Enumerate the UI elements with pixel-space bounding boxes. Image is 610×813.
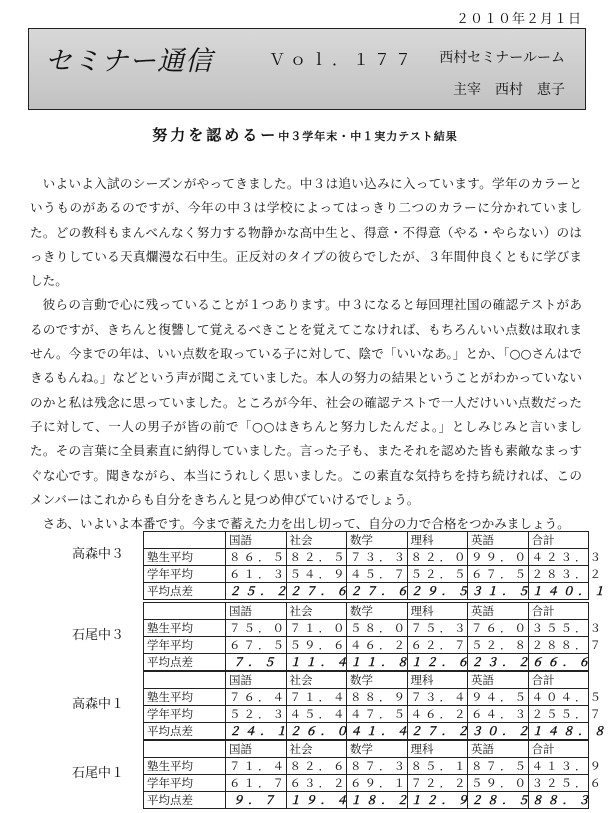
row-label: 学年平均 <box>144 566 226 583</box>
score-table <box>143 602 604 671</box>
header-cell: 理科 <box>407 672 468 689</box>
score-cell: ４５．４ <box>286 706 347 723</box>
score-cell: ５４．９ <box>286 566 347 583</box>
table-header-row <box>144 603 589 620</box>
score-cell: ６７．５ <box>468 566 529 583</box>
score-section <box>0 671 610 741</box>
volume-number: Ｖｏｌ．１７７ <box>269 50 417 69</box>
score-cell: ４１．４ <box>347 723 408 740</box>
school-name: 高森中１ <box>72 697 125 712</box>
header-cell-blank <box>144 603 226 620</box>
score-cell: ５９．０ <box>468 775 529 792</box>
score-cell: ２６．０ <box>286 723 347 740</box>
score-cell: ５９．６ <box>286 637 347 654</box>
headline-main: 努力を認めるー <box>152 126 279 144</box>
score-cell: ４１３．９ <box>528 758 589 775</box>
score-cell: ３５５．３ <box>528 620 589 637</box>
score-cell: ４５．７ <box>347 566 408 583</box>
paragraph: 彼らの言動で心に残っていることが１つあります。中３になると毎回理社国の確認テストがあるのですが、きちんと復讐して覚えるべきことを覚えてこなければ、もちろんいい点数は取れません。今までの年は、いい点数を取っている子に対して、陰で「いいなあ。」とか、「○○さんはできるもんね。」などという声が聞こえていました。本人の努力の結果ということがわかっていないのかと私は残念に思っていました。ところが今年、社会の確認テストで一人だけいい点数だった子に対して、一人の男子が皆の前で「○○はきちんと努力したんだよ。」としみじみと言いました。その言葉に全員素直に納得していました。言った子も、またそれを認めた皆も素敵なまっすぐな心です。聞きながら、本当にうれしく思いました。この素直な気持ちを持ち続ければ、このメンバーはこれからも自分をきちんと見つめ伸びていけるでしょう。 <box>30 297 582 507</box>
header-cell: 理科 <box>407 741 468 758</box>
score-cell: １１．８ <box>347 654 408 671</box>
table-row <box>144 583 589 600</box>
table-row <box>144 723 589 740</box>
score-cell: ７３．４ <box>407 689 468 706</box>
row-label: 平均点差 <box>144 583 226 600</box>
header-cell: 数学 <box>347 603 408 620</box>
header-cell: 社会 <box>286 532 347 549</box>
score-cell: ２７．６ <box>347 583 408 600</box>
score-cell: ２８８．７ <box>528 637 589 654</box>
row-label: 学年平均 <box>144 775 226 792</box>
score-cell: ３０．２ <box>468 723 529 740</box>
score-cell: ７１．４ <box>286 689 347 706</box>
row-label: 平均点差 <box>144 654 226 671</box>
header-cell: 英語 <box>468 672 529 689</box>
score-cell: ８７．３ <box>347 758 408 775</box>
score-cell: ７５．０ <box>226 620 287 637</box>
score-cell: ７６．４ <box>226 689 287 706</box>
header-cell: 合計 <box>528 741 589 758</box>
score-table <box>143 671 609 740</box>
score-cell: ９．７ <box>226 792 287 809</box>
score-cell: １２．６ <box>407 654 468 671</box>
score-cell: ６４．３ <box>468 706 529 723</box>
score-cell: ８２．５ <box>286 549 347 566</box>
table-row <box>144 620 589 637</box>
school-name: 石尾中３ <box>72 628 125 643</box>
article-headline <box>0 124 610 145</box>
score-cell: １２．９ <box>407 792 468 809</box>
header-cell: 理科 <box>407 603 468 620</box>
author-name: 主宰 西村 恵子 <box>453 82 565 98</box>
score-section <box>0 740 610 810</box>
row-label: 平均点差 <box>144 723 226 740</box>
score-cell: ２５５．７ <box>528 706 589 723</box>
table-row <box>144 706 589 723</box>
score-cell: ２７．２ <box>407 723 468 740</box>
article-body <box>30 172 582 536</box>
paragraph: いよいよ入試のシーズンがやってきました。中３は追い込みに入っています。学年のカラーというものがあるのですが、今年の中３は学校によってはっきり二つのカラーに分かれていました。どの教科もまんべんなく努力する物静かな高中生と、得意・不得意（やる・やらない）のはっきりしている天真爛漫な石中生。正反対のタイプの彼らでしたが、３年間仲良くともに学びました。 <box>30 176 582 289</box>
score-cell: ５８．０ <box>347 620 408 637</box>
header-cell: 合計 <box>528 532 589 549</box>
score-cell: ８２．０ <box>407 549 468 566</box>
score-cell: ４０４．５ <box>528 689 589 706</box>
score-cell: ６９．１ <box>347 775 408 792</box>
score-cell: ６１．３ <box>226 566 287 583</box>
score-cell: １１．４ <box>286 654 347 671</box>
row-label: 塾生平均 <box>144 549 226 566</box>
row-label: 塾生平均 <box>144 758 226 775</box>
header-cell: 国語 <box>226 741 287 758</box>
score-table <box>143 531 609 600</box>
score-section <box>0 602 610 672</box>
score-cell: ５２．３ <box>226 706 287 723</box>
row-label: 学年平均 <box>144 706 226 723</box>
score-cell: ７３．３ <box>347 549 408 566</box>
row-label: 学年平均 <box>144 637 226 654</box>
header-cell: 国語 <box>226 672 287 689</box>
score-cell: ２５．２ <box>226 583 287 600</box>
organization-name: 西村セミナールーム <box>439 50 565 66</box>
score-cell: ８５．１ <box>407 758 468 775</box>
score-cell: １８．２ <box>347 792 408 809</box>
score-cell: ５２．８ <box>468 637 529 654</box>
row-label: 平均点差 <box>144 792 226 809</box>
score-cell: ８７．５ <box>468 758 529 775</box>
table-row <box>144 566 589 583</box>
table-row <box>144 689 589 706</box>
score-section <box>0 531 610 601</box>
header-cell: 英語 <box>468 532 529 549</box>
score-cell: ２８３．２ <box>528 566 589 583</box>
header-cell-blank <box>144 672 226 689</box>
header-cell: 英語 <box>468 741 529 758</box>
score-cell: ５２．５ <box>407 566 468 583</box>
score-cell: ６３．２ <box>286 775 347 792</box>
score-cell: ８８．９ <box>347 689 408 706</box>
header-cell-blank <box>144 741 226 758</box>
score-table <box>143 740 604 809</box>
score-cell: １４０．１ <box>528 583 589 600</box>
score-cell: ２９．５ <box>407 583 468 600</box>
newsletter-title: セミナー通信 <box>45 46 213 77</box>
score-cell: ７６．０ <box>468 620 529 637</box>
table-header-row <box>144 672 589 689</box>
header-cell: 国語 <box>226 532 287 549</box>
score-cell: １９．４ <box>286 792 347 809</box>
table-header-row <box>144 741 589 758</box>
score-cell: ７５．３ <box>407 620 468 637</box>
issue-date: ２０１０年２月１日 <box>455 12 582 27</box>
score-cell: ４６．２ <box>407 706 468 723</box>
score-cell: ７．５ <box>226 654 287 671</box>
row-label: 塾生平均 <box>144 689 226 706</box>
score-cell: ６２．７ <box>407 637 468 654</box>
table-row <box>144 792 589 809</box>
table-row <box>144 775 589 792</box>
score-cell: ８２．６ <box>286 758 347 775</box>
score-cell: ２４．１ <box>226 723 287 740</box>
score-cell: ９４．５ <box>468 689 529 706</box>
header-cell: 合計 <box>528 672 589 689</box>
score-cell: ２７．６ <box>286 583 347 600</box>
newsletter-header <box>28 28 586 110</box>
score-cell: ２３．２ <box>468 654 529 671</box>
header-cell: 理科 <box>407 532 468 549</box>
score-cell: ８６．５ <box>226 549 287 566</box>
header-cell: 合計 <box>528 603 589 620</box>
row-label: 塾生平均 <box>144 620 226 637</box>
score-cell: ６６．６ <box>528 654 589 671</box>
table-row <box>144 758 589 775</box>
score-cell: ３１．５ <box>468 583 529 600</box>
school-name: 石尾中１ <box>72 766 125 781</box>
table-header-row <box>144 532 589 549</box>
score-cell: ８８．３ <box>528 792 589 809</box>
header-cell: 数学 <box>347 741 408 758</box>
score-cell: ７１．４ <box>226 758 287 775</box>
score-cell: ６７．５ <box>226 637 287 654</box>
header-cell: 国語 <box>226 603 287 620</box>
score-cell: ２８．５ <box>468 792 529 809</box>
school-name: 高森中３ <box>72 547 125 562</box>
table-row <box>144 654 589 671</box>
score-cell: ３２５．６ <box>528 775 589 792</box>
header-cell: 社会 <box>286 603 347 620</box>
score-cell: ４７．５ <box>347 706 408 723</box>
table-row <box>144 637 589 654</box>
score-cell: ４２３．３ <box>528 549 589 566</box>
score-cell: １４８．８ <box>528 723 589 740</box>
score-cell: ６１．７ <box>226 775 287 792</box>
headline-sub: 中３学年末・中１実力テスト結果 <box>278 130 458 143</box>
table-row <box>144 549 589 566</box>
score-cell: ７２．２ <box>407 775 468 792</box>
score-cell: ９９．０ <box>468 549 529 566</box>
header-cell: 社会 <box>286 672 347 689</box>
header-cell: 数学 <box>347 532 408 549</box>
header-cell: 英語 <box>468 603 529 620</box>
header-cell: 数学 <box>347 672 408 689</box>
score-cell: ７１．０ <box>286 620 347 637</box>
score-cell: ４６．２ <box>347 637 408 654</box>
paragraph: さあ、いよいよ本番です。今まで蓄えた力を出し切って、自分の力で合格をつかみましょう。 <box>42 516 570 532</box>
header-cell-blank <box>144 532 226 549</box>
header-cell: 社会 <box>286 741 347 758</box>
